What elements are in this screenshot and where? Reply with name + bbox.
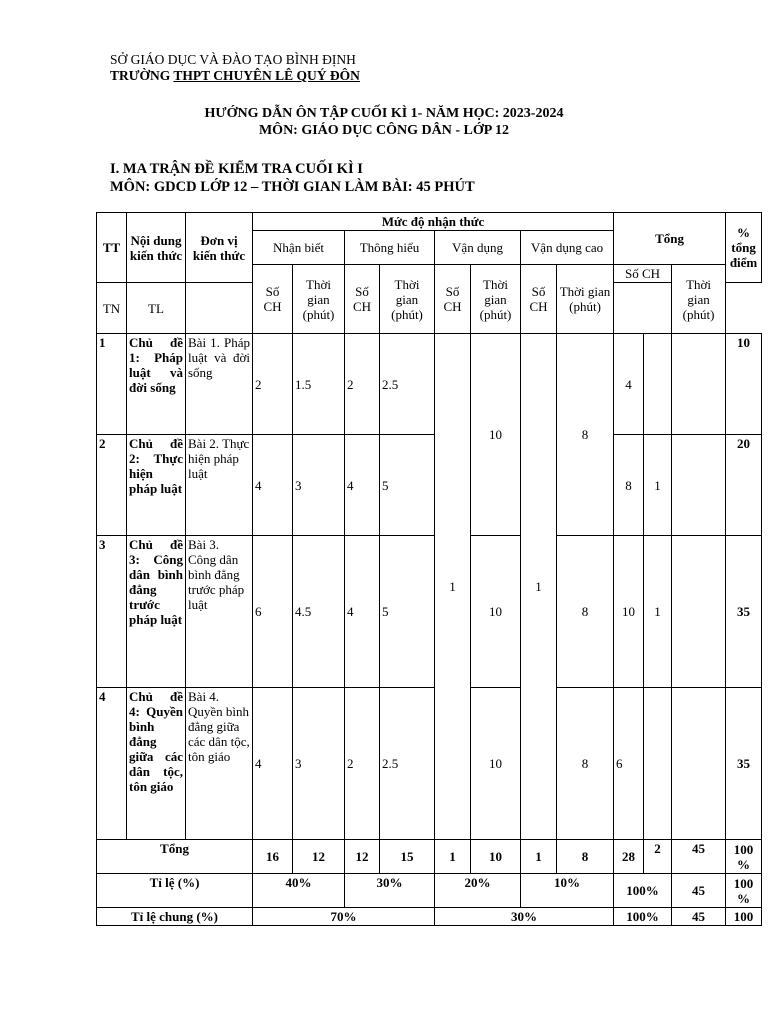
row-tt: 4 — [97, 688, 127, 840]
row-tt: 2 — [97, 435, 127, 536]
vd-time-merged: 10 — [471, 334, 521, 536]
title-line-2: MÔN: GIÁO DỤC CÔNG DÂN - LỚP 12 — [258, 123, 510, 138]
matrix-table — [96, 212, 762, 926]
header-content: Nội dung kiến thức — [127, 213, 186, 283]
ratio-label: Tỉ lệ (%) — [97, 874, 253, 908]
header-tl: TL — [127, 283, 186, 334]
table-row — [97, 435, 762, 536]
row-tn: 4 — [614, 334, 644, 435]
header-total-soch: Số CH — [614, 265, 672, 283]
row-unit: Bài 1. Pháp luật và đời sống — [186, 334, 253, 435]
row-nb-time: 1.5 — [293, 334, 345, 435]
total-nb-soch: 16 — [253, 840, 293, 874]
row-th-time: 5 — [380, 536, 435, 688]
total-vdc-soch: 1 — [521, 840, 557, 874]
general-ratio-row — [97, 908, 762, 926]
section-subtitle: MÔN: GDCD LỚP 12 – THỜI GIAN LÀM BÀI: 45 PHÚT — [110, 179, 475, 195]
row-tn: 10 — [614, 536, 644, 688]
school-prefix: TRƯỜNG — [110, 68, 171, 83]
total-tn: 28 — [614, 840, 644, 874]
row-th-time: 2.5 — [380, 688, 435, 840]
row-tl: 1 — [644, 435, 672, 536]
header-row-1 — [97, 213, 762, 231]
row-topic: Chủ đề 3: Công dân bình đẳng trước pháp luật — [127, 536, 186, 688]
document-header — [110, 52, 360, 84]
ratio-nb: 40% — [253, 874, 345, 908]
total-vdc-time: 8 — [557, 840, 614, 874]
general-percent: 100 — [726, 908, 762, 926]
vdc-soch-merged: 1 — [521, 334, 557, 840]
title-line-1: HƯỚNG DẪN ÔN TẬP CUỐI KÌ 1- NĂM HỌC: 2023-2024 — [204, 106, 564, 121]
ratio-total: 100% — [614, 874, 672, 908]
row-nb-time: 3 — [293, 435, 345, 536]
row-tt: 3 — [97, 536, 127, 688]
header-vd-soch: Số CH — [435, 265, 471, 334]
header-th-soch: Số CH — [345, 265, 380, 334]
ratio-vd: 20% — [435, 874, 521, 908]
row-time — [672, 334, 726, 435]
header-nb-time: Thời gian (phút) — [293, 265, 345, 334]
ratio-row — [97, 874, 762, 908]
row-nb-time: 3 — [293, 688, 345, 840]
total-vd-time: 10 — [471, 840, 521, 874]
row-percent: 35 — [726, 688, 762, 840]
row-vdc-time: 8 — [557, 688, 614, 840]
table-row — [97, 536, 762, 688]
ratio-time: 45 — [672, 874, 726, 908]
row-th-soch: 4 — [345, 536, 380, 688]
header-vdc: Vận dụng cao — [521, 231, 614, 265]
row-percent: 35 — [726, 536, 762, 688]
row-nb-time: 4.5 — [293, 536, 345, 688]
general-time: 45 — [672, 908, 726, 926]
row-tl — [644, 688, 672, 840]
row-nb-soch: 4 — [253, 435, 293, 536]
row-tt: 1 — [97, 334, 127, 435]
header-nb: Nhận biết — [253, 231, 345, 265]
general-label: Tỉ lệ chung (%) — [97, 908, 253, 926]
total-label: Tổng — [97, 840, 253, 874]
header-th: Thông hiểu — [345, 231, 435, 265]
total-percent: 100 % — [726, 840, 762, 874]
row-unit: Bài 2. Thực hiện pháp luật — [186, 435, 253, 536]
vdc-time-merged: 8 — [557, 334, 614, 536]
header-total-time: Thời gian (phút) — [672, 265, 726, 334]
section-title: I. MA TRẬN ĐỀ KIỂM TRA CUỐI KÌ I — [110, 161, 363, 177]
total-tl: 2 — [644, 840, 672, 874]
header-vd-time: Thời gian (phút) — [471, 265, 521, 334]
row-time — [672, 536, 726, 688]
total-th-soch: 12 — [345, 840, 380, 874]
section-heading — [110, 160, 475, 196]
header-tt: TT — [97, 213, 127, 283]
row-th-soch: 2 — [345, 688, 380, 840]
header-total: Tổng — [614, 213, 726, 265]
ratio-vdc: 10% — [521, 874, 614, 908]
row-unit: Bài 3. Công dân bình đẳng trước pháp luật — [186, 536, 253, 688]
header-level: Mức độ nhận thức — [253, 213, 614, 231]
row-tn: 8 — [614, 435, 644, 536]
row-tl — [644, 334, 672, 435]
row-th-time: 2.5 — [380, 334, 435, 435]
table-row — [97, 688, 762, 840]
row-percent: 20 — [726, 435, 762, 536]
school-line — [110, 68, 360, 84]
total-time: 45 — [672, 840, 726, 874]
ratio-th: 30% — [345, 874, 435, 908]
header-tn: TN — [97, 283, 127, 334]
header-unit: Đơn vị kiến thức — [186, 213, 253, 283]
document-title — [0, 105, 768, 139]
row-vd-time: 10 — [471, 688, 521, 840]
row-time — [672, 435, 726, 536]
header-percent: % tổng điểm — [726, 213, 762, 283]
total-th-time: 15 — [380, 840, 435, 874]
row-percent: 10 — [726, 334, 762, 435]
ratio-percent: 100 % — [726, 874, 762, 908]
row-nb-soch: 6 — [253, 536, 293, 688]
row-topic: Chủ đề 2: Thực hiện pháp luật — [127, 435, 186, 536]
total-vd-soch: 1 — [435, 840, 471, 874]
row-vd-time: 10 — [471, 536, 521, 688]
row-th-soch: 4 — [345, 435, 380, 536]
general-right: 30% — [435, 908, 614, 926]
row-tl: 1 — [644, 536, 672, 688]
total-row — [97, 840, 762, 874]
row-topic: Chủ đề 1: Pháp luật và đời sống — [127, 334, 186, 435]
header-vd: Vận dụng — [435, 231, 521, 265]
header-vdc-soch: Số CH — [521, 265, 557, 334]
header-vdc-time: Thời gian (phút) — [557, 265, 614, 334]
school-name: THPT CHUYÊN LÊ QUÝ ĐÔN — [173, 68, 360, 83]
row-th-time: 5 — [380, 435, 435, 536]
header-nb-soch: Số CH — [253, 265, 293, 334]
row-vdc-time: 8 — [557, 536, 614, 688]
row-time — [672, 688, 726, 840]
general-left: 70% — [253, 908, 435, 926]
row-unit: Bài 4. Quyền bình đẳng giữa các dân tộc, tôn giáo — [186, 688, 253, 840]
row-th-soch: 2 — [345, 334, 380, 435]
department-name: SỞ GIÁO DỤC VÀ ĐÀO TẠO BÌNH ĐỊNH — [110, 52, 356, 67]
total-nb-time: 12 — [293, 840, 345, 874]
row-tn: 6 — [614, 688, 644, 840]
row-nb-soch: 2 — [253, 334, 293, 435]
header-th-time: Thời gian (phút) — [380, 265, 435, 334]
row-nb-soch: 4 — [253, 688, 293, 840]
row-topic: Chủ đề 4: Quyền bình đẳng giữa các dân tộc, tôn giáo — [127, 688, 186, 840]
general-total: 100% — [614, 908, 672, 926]
table-row — [97, 334, 762, 435]
vd-soch-merged: 1 — [435, 334, 471, 840]
